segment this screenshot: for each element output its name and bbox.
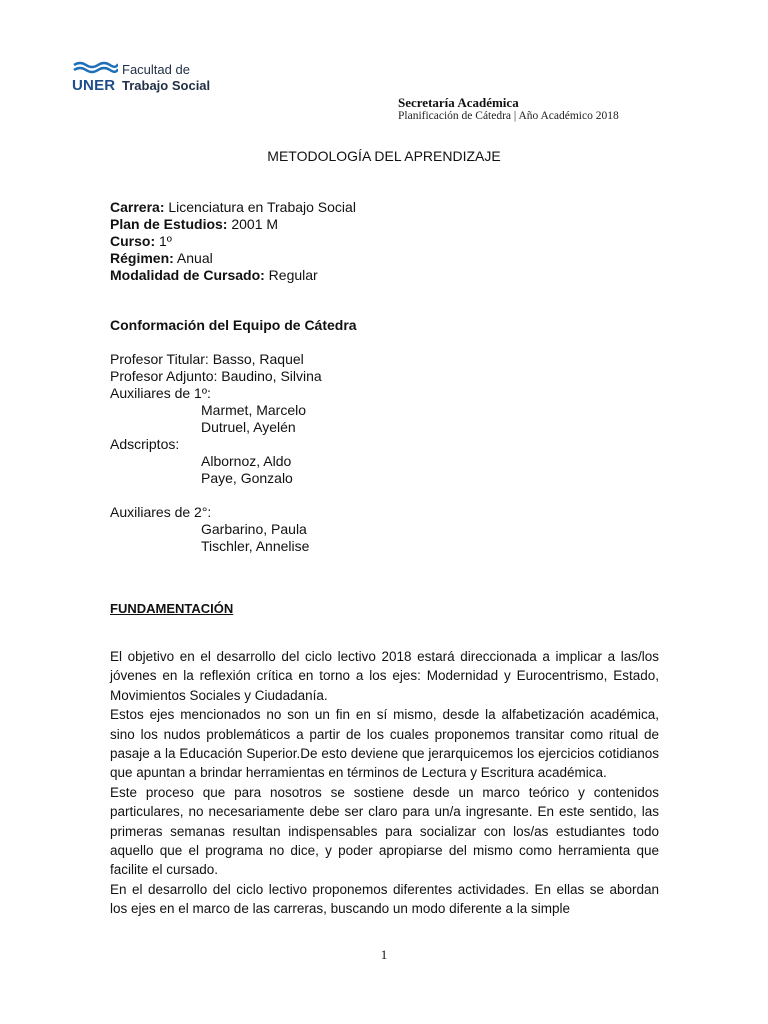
- profesor-titular: Profesor Titular: Basso, Raquel: [110, 351, 304, 367]
- fundamentacion-body: [110, 647, 659, 919]
- info-row-modalidad: [110, 267, 356, 284]
- profesor-adjunto: Profesor Adjunto: Baudino, Silvina: [110, 368, 322, 384]
- paragraph: El objetivo en el desarrollo del ciclo lectivo 2018 estará direccionada a implicar a las/los jóvenes en la reflexión crítica en torno a los ejes: Modernidad y Eurocentrismo, Estado, Movimientos Sociales y Ciudadanía.: [110, 649, 659, 703]
- plan-value: 2001 M: [227, 216, 279, 232]
- info-row-regimen: [110, 250, 356, 267]
- auxiliares-2-label: Auxiliares de 2°:: [110, 504, 212, 520]
- carrera-label: Carrera:: [110, 199, 165, 215]
- logo-line-1: Facultad de: [122, 62, 190, 77]
- info-row-plan: [110, 216, 356, 233]
- carrera-value: Licenciatura en Trabajo Social: [164, 199, 356, 215]
- logo-brand: UNER: [72, 77, 116, 94]
- waves-icon: [72, 60, 118, 78]
- modalidad-label: Modalidad de Cursado:: [110, 267, 265, 283]
- plan-label: Plan de Estudios:: [110, 216, 228, 232]
- spacer: [110, 487, 322, 504]
- planificacion-subheading: Planificación de Cátedra | Año Académico 2018: [398, 110, 619, 122]
- fundamentacion-heading: FUNDAMENTACIÓN: [110, 601, 234, 616]
- auxiliar-2-item: Tischler, Annelise: [201, 538, 310, 554]
- regimen-value: Anual: [173, 250, 213, 266]
- paragraph: Este proceso que para nosotros se sostiene desde un marco teórico y contenidos particulares, no necesariamente debe ser claro para un/a ingresante. En este sentido, las primeras semanas resultan indispensables para socializar con los/as estudiantes todo aquello que el programa no dice, y poder apropiarse del mismo como herramienta que facilite el cursado.: [110, 784, 659, 878]
- secretaria-heading: Secretaría Académica: [398, 95, 519, 110]
- info-row-carrera: [110, 199, 356, 216]
- paragraph: Estos ejes mencionados no son un fin en sí mismo, desde la alfabetización académica, sino los nudos problemáticos a partir de los cuales proponemos transitar como ritual de pasaje a la Educación Superior.De esto deviene que jerarquicemos los ejercicios cotidianos que apuntan a brindar herramientas en términos de Lectura y Escritura académica.: [110, 707, 659, 781]
- equipo-heading: Conformación del Equipo de Cátedra: [110, 317, 357, 333]
- equipo-list: [110, 351, 322, 555]
- modalidad-value: Regular: [264, 267, 318, 283]
- document-title: METODOLOGÍA DEL APRENDIZAJE: [267, 148, 501, 164]
- regimen-label: Régimen:: [110, 250, 174, 266]
- paragraph: En el desarrollo del ciclo lectivo proponemos diferentes actividades. En ellas se abordan los ejes en el marco de las carreras, buscando un modo diferente a la simple: [110, 881, 659, 917]
- curso-value: 1º: [155, 233, 172, 249]
- adscriptos-label: Adscriptos:: [110, 436, 180, 452]
- page-number: 1: [380, 947, 388, 962]
- adscripto-item: Paye, Gonzalo: [201, 470, 293, 486]
- course-info: [110, 199, 356, 284]
- auxiliar-1-item: Marmet, Marcelo: [201, 402, 307, 418]
- auxiliar-2-item: Garbarino, Paula: [201, 521, 307, 537]
- info-row-curso: [110, 233, 356, 250]
- equipo-heading-block: [110, 317, 357, 334]
- auxiliares-1-label: Auxiliares de 1º:: [110, 385, 211, 401]
- curso-label: Curso:: [110, 233, 156, 249]
- faculty-logo: [72, 60, 222, 96]
- logo-line-2: Trabajo Social: [122, 78, 211, 93]
- auxiliar-1-item: Dutruel, Ayelén: [201, 419, 296, 435]
- adscripto-item: Albornoz, Aldo: [201, 453, 292, 469]
